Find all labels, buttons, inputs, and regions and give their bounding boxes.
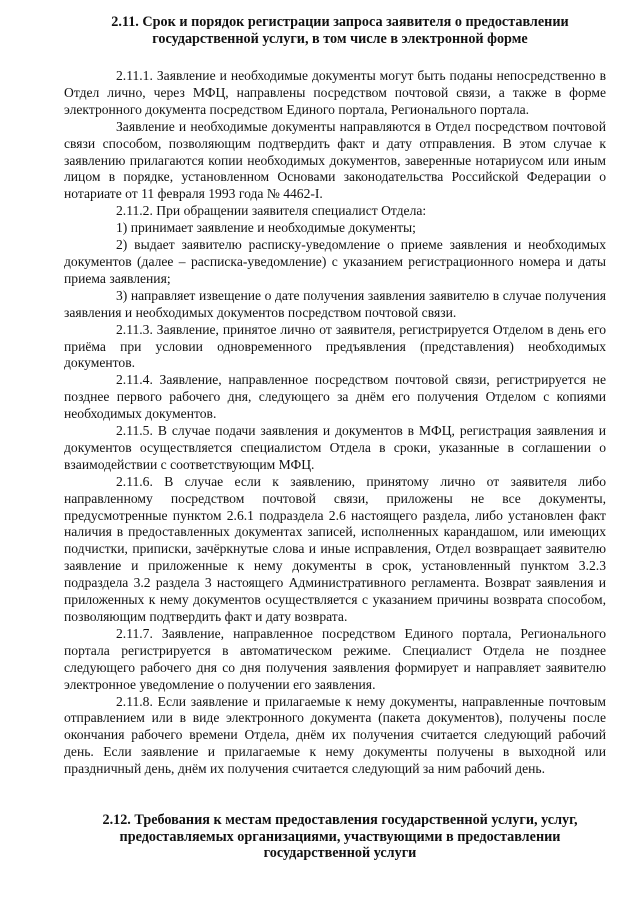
paragraph-postal-submission: Заявление и необходимые документы направляются в Отдел посредством почтовой связи способом, позволяющим подтвердить факт и дату отправления. В этом случае к заявлению прилагаются копии необходимых документов, заверенные нотариусом или иным лицом в порядке, установленном Основами законодательства Российской Федерации о нотариате от 11 февраля 1993 года № 4462-I. [64, 118, 606, 202]
paragraph-2-11-7: 2.11.7. Заявление, направленное посредством Единого портала, Регионального портала регистрируется в автоматическом режиме. Специалист Отдела не позднее следующего рабочего дня со дня получения заявления формирует и направляет заявителю электронное уведомление о получении его заявления. [64, 625, 606, 692]
paragraph-item-2: 2) выдает заявителю расписку-уведомление о приеме заявления и необходимых документов (далее – расписка-уведомление) с указанием регистрационного номера и даты приема заявления; [64, 237, 606, 286]
section-2-11-body [64, 68, 606, 778]
paragraph-2-11-6: 2.11.6. В случае если к заявлению, принятому лично от заявителя либо направленному посредством почтовой связи, приложены не все документы, предусмотренные пунктом 2.6.1 подраздела 2.6 настоящего раздела, либо установлен факт наличия в предоставленных документах записей, исполненных карандашом, или имеющих подчистки, приписки, зачёркнутые слова и иные исправления, Отдел возвращает заявителю заявление и приложенные к нему документы в срок, установленный пунктом 3.2.3 подраздела 3.2 раздела 3 настоящего Административного регламента. Возврат заявления и приложенных к нему документов осуществляется с указанием причины возврата способом, позволяющим подтвердить факт и дату возврата. [64, 473, 606, 624]
paragraph-2-11-8: 2.11.8. Если заявление и прилагаемые к нему документы, направленные почтовым отправлением или в виде электронного документа (пакета документов), получены после окончания рабочего времени Отдела, днём их получения считается следующий рабочий день. Если заявление и прилагаемые к нему документы получены в выходной или праздничный день, днём их получения считается следующий за ним рабочий день. [64, 693, 606, 777]
paragraph-2-11-5: 2.11.5. В случае подачи заявления и документов в МФЦ, регистрация заявления и документов осуществляется специалистом Отдела в сроки, указанные в соглашении о взаимодействии с соответствующим МФЦ. [64, 423, 606, 472]
paragraph-2-11-4: 2.11.4. Заявление, направленное посредством почтовой связи, регистрируется не позднее первого рабочего дня, следующего за днём его получения Отделом с копиями необходимых документов. [64, 372, 606, 422]
paragraph-item-1: 1) принимает заявление и необходимые документы; [116, 220, 416, 236]
paragraph-2-11-2: 2.11.2. При обращении заявителя специалист Отдела: [116, 203, 427, 219]
paragraph-2-11-3: 2.11.3. Заявление, принятое лично от заявителя, регистрируется Отделом в день его приёма при условии одновременного предъявления (представления) необходимых документов. [64, 321, 606, 371]
section-2-11-heading: 2.11. Срок и порядок регистрации запроса заявителя о предоставлении государственной услуги, в том числе в электронной форме [111, 14, 569, 47]
paragraph-item-3: 3) направляет извещение о дате получения заявления заявителю в случае получения заявления и необходимых документов посредством почтовой связи. [64, 287, 606, 320]
section-2-12-heading: 2.12. Требования к местам предоставления государственной услуги, услуг, предоставляемых организациями, участвующими в предоставлении государственной услуги [102, 812, 578, 861]
paragraph-2-11-1: 2.11.1. Заявление и необходимые документы могут быть поданы непосредственно в Отдел лично, через МФЦ, направлены посредством почтовой связи, а также в форме электронного документа посредством Единого портала, Регионального портала. [64, 68, 606, 117]
